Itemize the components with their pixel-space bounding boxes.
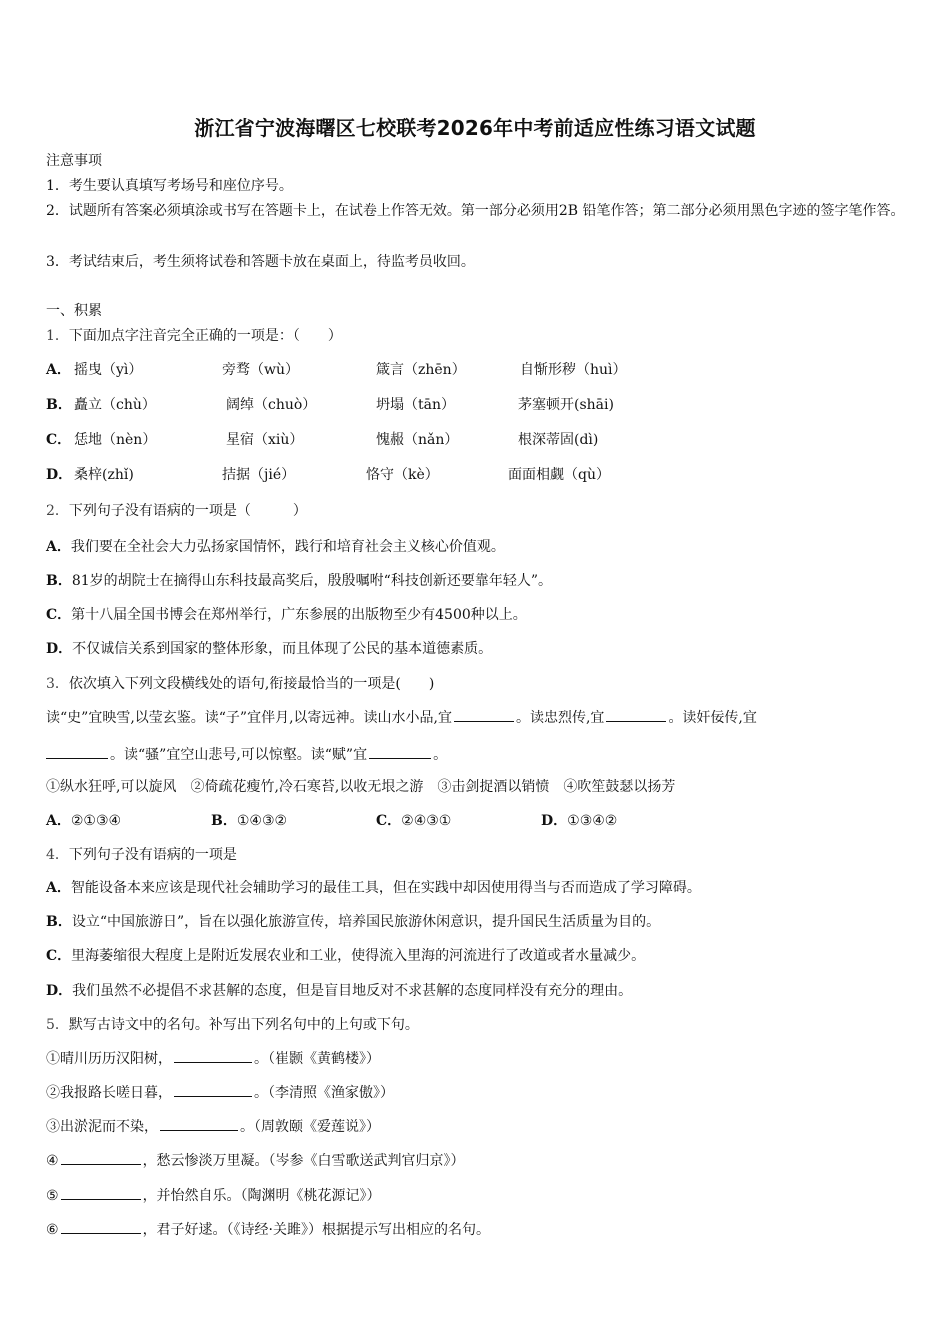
fill-blank bbox=[46, 745, 108, 759]
passage-text: 读“史”宜映雪,以莹玄鉴。读“子”宜伴月,以寄远神。读山水小品,宜 bbox=[46, 710, 452, 726]
option-text: 我们虽然不必提倡不求甚解的态度，但是盲目地反对不求甚解的态度同样没有充分的理由。 bbox=[72, 983, 633, 999]
fill-blank bbox=[174, 1049, 252, 1063]
q4-option-c bbox=[46, 947, 908, 965]
fill-blank bbox=[160, 1117, 238, 1131]
option-label: C． bbox=[46, 948, 72, 964]
fill-blank bbox=[61, 1186, 141, 1200]
fill-blank bbox=[454, 708, 514, 722]
option-item: 旁骛（wù） bbox=[222, 362, 299, 378]
section-heading: 一、积累 bbox=[46, 303, 102, 319]
passage-text: 。读“骚”宜空山悲号,可以惊壑。读“赋”宜 bbox=[110, 747, 368, 763]
option-label: B． bbox=[46, 914, 72, 930]
option-item: 面面相觑（qù） bbox=[508, 467, 610, 483]
option-item: 根深蒂固(dì) bbox=[518, 432, 599, 448]
fill-blank bbox=[174, 1083, 252, 1097]
q3-option-c bbox=[376, 812, 451, 830]
option-item: 摇曳（yì） bbox=[74, 362, 143, 378]
option-text: 81岁的胡院士在摘得山东科技最高奖后，殷殷嘱咐“科技创新还要靠年轻人”。 bbox=[71, 573, 552, 589]
item-text: ①晴川历历汉阳树， bbox=[46, 1051, 172, 1067]
question-number: 2． bbox=[46, 503, 69, 519]
option-label: B． bbox=[46, 397, 72, 413]
q1-option-row-b bbox=[46, 396, 916, 416]
q1-option-row-a bbox=[46, 361, 916, 381]
option-text: 不仅诚信关系到国家的整体形象，而且体现了公民的基本道德素质。 bbox=[72, 641, 493, 657]
item-text: ⑥ bbox=[46, 1222, 59, 1238]
question-2-stem bbox=[46, 502, 908, 520]
option-item: 箴言（zhēn） bbox=[376, 362, 466, 378]
q5-item bbox=[46, 1083, 908, 1102]
item-text: 。（周敦颐《爱莲说》） bbox=[240, 1119, 380, 1135]
option-label: C． bbox=[46, 432, 72, 448]
option-text: ②④③① bbox=[401, 813, 452, 829]
option-text: 智能设备本来应该是现代社会辅助学习的最佳工具，但在实践中却因使用得当与否而造成了学习障碍。 bbox=[70, 880, 701, 896]
q5-item bbox=[46, 1186, 908, 1205]
fill-blank bbox=[606, 708, 666, 722]
q3-choices: ①纵水狂呼,可以旋风 ②倚疏花瘦竹,冷石寒苔,以收无垠之游 ③击剑捉酒以销愤 ④吹笙鼓瑟以扬芳 bbox=[46, 779, 676, 795]
question-1-stem bbox=[46, 327, 908, 345]
option-item: 矗立（chù） bbox=[74, 397, 156, 413]
item-text: ②我报路长嗟日暮， bbox=[46, 1085, 172, 1101]
question-5-stem bbox=[46, 1016, 908, 1034]
q2-option-a bbox=[46, 538, 908, 556]
q1-option-row-d bbox=[46, 466, 916, 486]
option-label: A． bbox=[46, 880, 71, 896]
fill-blank bbox=[61, 1151, 141, 1165]
q4-option-b bbox=[46, 913, 908, 931]
question-text: 下面加点字注音完全正确的一项是：（ ） bbox=[68, 328, 342, 344]
q5-item bbox=[46, 1049, 908, 1068]
option-label: D． bbox=[46, 983, 73, 999]
passage-text: 。读奸佞传,宜 bbox=[668, 710, 757, 726]
option-item: 桑梓(zhǐ) bbox=[74, 467, 134, 483]
q4-option-d bbox=[46, 982, 908, 1000]
item-text: 。（崔颢《黄鹤楼》） bbox=[254, 1051, 380, 1067]
q5-item bbox=[46, 1117, 908, 1136]
option-label: D． bbox=[46, 467, 73, 483]
question-text: 下列句子没有语病的一项是（ ） bbox=[68, 503, 307, 519]
question-text: 下列句子没有语病的一项是 bbox=[68, 847, 237, 863]
passage-text: 。 bbox=[433, 747, 448, 763]
option-text: ①③④② bbox=[567, 813, 618, 829]
q2-option-b bbox=[46, 572, 908, 590]
q3-option-b bbox=[211, 812, 287, 830]
fill-blank bbox=[61, 1220, 141, 1234]
question-text: 依次填入下列文段横线处的语句,衔接最恰当的一项是( ) bbox=[68, 676, 435, 692]
passage-text: 。读忠烈传,宜 bbox=[515, 710, 605, 726]
option-label: B． bbox=[211, 813, 237, 829]
option-label: C． bbox=[376, 813, 402, 829]
option-text: ①④③② bbox=[236, 813, 288, 829]
question-3-stem bbox=[46, 675, 908, 693]
q2-option-c bbox=[46, 606, 908, 624]
fill-blank bbox=[369, 745, 431, 759]
question-text: 默写古诗文中的名句。补写出下列名句中的上句或下句。 bbox=[68, 1017, 419, 1033]
option-text: 设立“中国旅游日”，旨在以强化旅游宣传，培养国民旅游休闲意识，提升国民生活质量为目的。 bbox=[71, 914, 661, 930]
option-item: 茅塞顿开(shāi) bbox=[518, 397, 614, 413]
q4-option-a bbox=[46, 879, 908, 897]
notice-heading: 注意事项 bbox=[46, 153, 102, 169]
option-text: ②①③④ bbox=[70, 813, 122, 829]
item-text: ③出淤泥而不染， bbox=[46, 1119, 158, 1135]
item-text: ，并怡然自乐。（陶渊明《桃花源记》） bbox=[142, 1188, 381, 1204]
option-label: A． bbox=[46, 813, 71, 829]
q3-passage-line-1 bbox=[46, 708, 908, 727]
question-number: 3． bbox=[46, 676, 69, 692]
question-4-stem bbox=[46, 846, 908, 864]
notice-item: 3．考试结束后，考生须将试卷和答题卡放在桌面上，待监考员收回。 bbox=[46, 254, 475, 270]
option-item: 阔绰（chuò） bbox=[226, 397, 317, 413]
item-text: ⑤ bbox=[46, 1188, 59, 1204]
option-text: 第十八届全国书博会在郑州举行，广东参展的出版物至少有4500种以上。 bbox=[71, 607, 527, 623]
q3-passage-line-2 bbox=[46, 745, 908, 764]
option-item: 星宿（xiù） bbox=[226, 432, 304, 448]
option-item: 愧赧（nǎn） bbox=[376, 432, 459, 448]
q2-option-d bbox=[46, 640, 908, 658]
option-text: 我们要在全社会大力弘扬家国情怀，践行和培育社会主义核心价值观。 bbox=[70, 539, 505, 555]
notice-item: 2．试题所有答案必须填涂或书写在答题卡上，在试卷上作答无效。第一部分必须用2B 铅笔作答；第二部分必须用黑色字迹的签字笔作答。 bbox=[46, 203, 905, 219]
option-label: C． bbox=[46, 607, 72, 623]
q5-item bbox=[46, 1151, 908, 1170]
option-label: B． bbox=[46, 573, 72, 589]
q3-options bbox=[46, 812, 916, 832]
question-number: 1． bbox=[46, 328, 69, 344]
option-item: 恪守（kè） bbox=[366, 467, 439, 483]
item-text: 。（李清照《渔家傲》） bbox=[254, 1085, 394, 1101]
option-label: D． bbox=[541, 813, 568, 829]
option-item: 拮据（jié） bbox=[222, 467, 296, 483]
option-item: 恁地（nèn） bbox=[74, 432, 157, 448]
option-label: A． bbox=[46, 539, 71, 555]
q5-item bbox=[46, 1220, 908, 1239]
item-text: ④ bbox=[46, 1153, 59, 1169]
option-item: 自惭形秽（huì） bbox=[520, 362, 627, 378]
option-item: 坍塌（tān） bbox=[376, 397, 455, 413]
option-label: D． bbox=[46, 641, 73, 657]
q1-option-row-c bbox=[46, 431, 916, 451]
q3-option-d bbox=[541, 812, 617, 830]
question-number: 5． bbox=[46, 1017, 69, 1033]
question-number: 4． bbox=[46, 847, 69, 863]
item-text: ，君子好逑。（《诗经·关雎》）根据提示写出相应的名句。 bbox=[142, 1222, 491, 1238]
option-text: 里海萎缩很大程度上是附近发展农业和工业，使得流入里海的河流进行了改道或者水量减少。 bbox=[71, 948, 646, 964]
notice-item: 1．考生要认真填写考场号和座位序号。 bbox=[46, 178, 293, 194]
item-text: ，愁云惨淡万里凝。（岑参《白雪歌送武判官归京》） bbox=[142, 1153, 465, 1169]
exam-title: 浙江省宁波海曙区七校联考2026年中考前适应性练习语文试题 bbox=[194, 116, 756, 140]
q3-option-a bbox=[46, 812, 121, 830]
option-label: A． bbox=[46, 362, 71, 378]
